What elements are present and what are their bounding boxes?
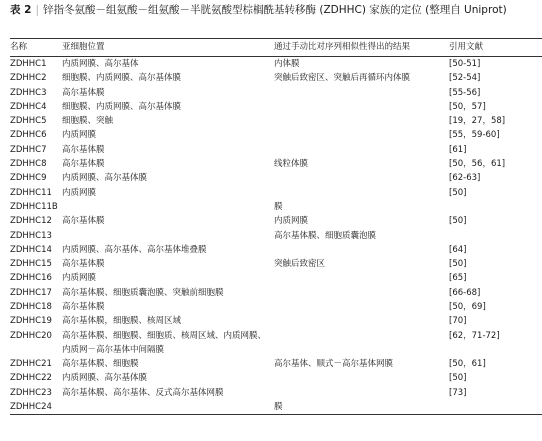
cell-name: ZDHHC16 xyxy=(10,273,52,284)
cell-inferred xyxy=(274,243,449,257)
cell-location: 内质网膜、高尔基体 xyxy=(62,59,139,69)
cell-location: 高尔基体膜 xyxy=(62,302,105,313)
cell-ref: [50，69] xyxy=(449,302,486,313)
cell-name: ZDHHC8 xyxy=(10,159,47,170)
table-caption xyxy=(10,2,538,18)
cell-name: ZDHHC15 xyxy=(10,259,52,270)
table-row xyxy=(10,214,542,228)
table-row xyxy=(10,86,542,100)
caption-divider: | xyxy=(35,4,40,16)
cell-name: ZDHHC21 xyxy=(10,359,52,370)
cell-location: 内质网膜 xyxy=(62,130,97,141)
cell-name: ZDHHC24 xyxy=(10,400,62,415)
table-row xyxy=(10,357,542,371)
cell-location: 细胞膜、内质网膜、高尔基体膜 xyxy=(62,101,182,112)
cell-ref: [50，57] xyxy=(449,101,486,112)
cell-location xyxy=(62,400,274,415)
table-row xyxy=(10,243,542,257)
cell-inferred: 高尔基体膜、细胞质囊泡膜 xyxy=(274,230,377,241)
cell-location: 高尔基体膜、细胞质囊泡膜、突触前细胞膜 xyxy=(62,287,224,298)
table-row xyxy=(10,329,542,357)
cell-location: 内质网膜 xyxy=(62,187,97,198)
cell-name: ZDHHC12 xyxy=(10,216,52,227)
cell-ref: [73] xyxy=(449,387,467,398)
table-label: 表 2 xyxy=(10,4,32,16)
cell-location: 高尔基体膜、细胞膜 xyxy=(62,359,139,370)
cell-name: ZDHHC22 xyxy=(10,373,52,384)
localization-table xyxy=(10,38,542,415)
cell-name: ZDHHC7 xyxy=(10,144,47,155)
table-row xyxy=(10,100,542,114)
cell-location: 内质网膜、高尔基体、高尔基体堆叠膜 xyxy=(62,244,207,255)
table-row xyxy=(10,128,542,142)
cell-name: ZDHHC17 xyxy=(10,287,52,298)
cell-ref: [55-56] xyxy=(449,87,481,98)
cell-name: ZDHHC13 xyxy=(10,230,52,241)
cell-location: 内质网膜、高尔基体膜 xyxy=(62,173,148,184)
cell-name: ZDHHC2 xyxy=(10,73,47,84)
table-row xyxy=(10,229,542,243)
cell-ref: [50] xyxy=(449,187,467,198)
cell-inferred xyxy=(274,128,449,142)
cell-inferred: 内质网膜 xyxy=(274,216,309,227)
cell-location: 高尔基体膜 xyxy=(62,216,105,227)
cell-inferred: 内体膜 xyxy=(274,59,300,69)
cell-location: 高尔基体膜 xyxy=(62,144,105,155)
table-row xyxy=(10,300,542,314)
cell-ref: [62-63] xyxy=(449,173,481,184)
cell-ref: [52-54] xyxy=(449,73,481,84)
cell-location: 高尔基体膜，细胞膜、核周区域 xyxy=(62,316,182,327)
cell-location: 高尔基体膜 xyxy=(62,87,105,98)
cell-ref: [65] xyxy=(449,273,467,284)
table-row xyxy=(10,314,542,328)
cell-inferred xyxy=(274,386,449,400)
cell-name: ZDHHC4 xyxy=(10,101,47,112)
cell-ref: [50] xyxy=(449,259,467,270)
table-row xyxy=(10,157,542,171)
cell-ref: [50-51] xyxy=(449,59,481,69)
cell-inferred xyxy=(274,286,449,300)
cell-location: 高尔基体膜、高尔基体、反式高尔基体网膜 xyxy=(62,387,224,398)
cell-inferred xyxy=(274,186,449,200)
table-row xyxy=(10,57,542,72)
cell-ref: [50] xyxy=(449,373,467,384)
table-row xyxy=(10,371,542,385)
cell-inferred xyxy=(274,143,449,157)
cell-inferred xyxy=(274,371,449,385)
cell-ref: [50，56，61] xyxy=(449,159,506,170)
cell-name: ZDHHC19 xyxy=(10,316,52,327)
cell-ref: [19，27，58] xyxy=(449,116,506,127)
table-row xyxy=(10,386,542,400)
cell-inferred: 高尔基体、顺式－高尔基体网膜 xyxy=(274,359,394,370)
cell-name: ZDHHC11 xyxy=(10,187,52,198)
cell-location: 高尔基体膜 xyxy=(62,259,105,270)
table-row xyxy=(10,186,542,200)
cell-location: 内质网膜、高尔基体膜 xyxy=(62,373,148,384)
table-row xyxy=(10,257,542,271)
cell-name: ZDHHC3 xyxy=(10,87,47,98)
table-row xyxy=(10,171,542,185)
cell-ref: [50，61] xyxy=(449,359,486,370)
cell-ref xyxy=(449,229,542,243)
cell-ref: [70] xyxy=(449,316,467,327)
cell-location: 细胞膜、突触 xyxy=(62,116,114,127)
cell-ref: [61] xyxy=(449,144,467,155)
cell-location: 高尔基体膜、细胞膜、细胞质、核周区域、内质网膜、内质网－高尔基体中间隔膜 xyxy=(62,330,267,355)
cell-name: ZDHHC6 xyxy=(10,130,47,141)
cell-ref: [50] xyxy=(449,216,467,227)
cell-inferred xyxy=(274,329,449,357)
cell-name: ZDHHC9 xyxy=(10,173,47,184)
cell-inferred xyxy=(274,171,449,185)
cell-name: ZDHHC14 xyxy=(10,244,52,255)
table-row xyxy=(10,143,542,157)
header-location: 亚细胞位置 xyxy=(62,39,274,57)
cell-inferred: 膜 xyxy=(274,201,283,212)
cell-ref: [62，71-72] xyxy=(449,330,500,341)
cell-name: ZDHHC23 xyxy=(10,387,52,398)
header-refs: 引用文献 xyxy=(449,39,542,57)
cell-location: 内质网膜 xyxy=(62,273,97,284)
cell-inferred: 膜 xyxy=(274,400,449,415)
table-header-row xyxy=(10,39,542,57)
cell-inferred xyxy=(274,271,449,285)
table-row xyxy=(10,114,542,128)
cell-inferred xyxy=(274,300,449,314)
cell-location: 高尔基体膜 xyxy=(62,159,105,170)
cell-name: ZDHHC20 xyxy=(10,330,52,341)
header-name: 名称 xyxy=(10,39,62,57)
cell-inferred xyxy=(274,314,449,328)
cell-location xyxy=(62,229,274,243)
cell-inferred: 线粒体膜 xyxy=(274,159,309,170)
cell-name: ZDHHC18 xyxy=(10,302,52,313)
cell-inferred xyxy=(274,114,449,128)
cell-inferred xyxy=(274,100,449,114)
cell-name: ZDHHC11B xyxy=(10,201,58,212)
cell-inferred xyxy=(274,86,449,100)
cell-ref: [66-68] xyxy=(449,287,481,298)
table-row xyxy=(10,200,542,214)
cell-inferred: 突触后致密区 xyxy=(274,259,326,270)
cell-ref: [64] xyxy=(449,244,467,255)
table-row xyxy=(10,400,542,415)
table-body xyxy=(10,57,542,415)
cell-ref: [55，59-60] xyxy=(449,130,500,141)
cell-name: ZDHHC5 xyxy=(10,116,47,127)
cell-location: 细胞膜、内质网膜、高尔基体膜 xyxy=(62,73,182,84)
table-row xyxy=(10,71,542,85)
table-row xyxy=(10,286,542,300)
cell-inferred: 突触后致密区、突触后再循环内体膜 xyxy=(274,73,411,84)
table-row xyxy=(10,271,542,285)
cell-ref xyxy=(449,200,542,214)
cell-ref xyxy=(449,400,542,415)
table-title: 锌指冬氨酸－组氨酸－组氨酸－半胱氨酸型棕榈酰基转移酶 (ZDHHC) 家族的定位 (整理自 Uniprot) xyxy=(43,4,507,16)
cell-location xyxy=(62,200,274,214)
header-inferred: 通过手动比对序列相似性得出的结果 xyxy=(274,39,449,57)
cell-name: ZDHHC1 xyxy=(10,59,47,69)
